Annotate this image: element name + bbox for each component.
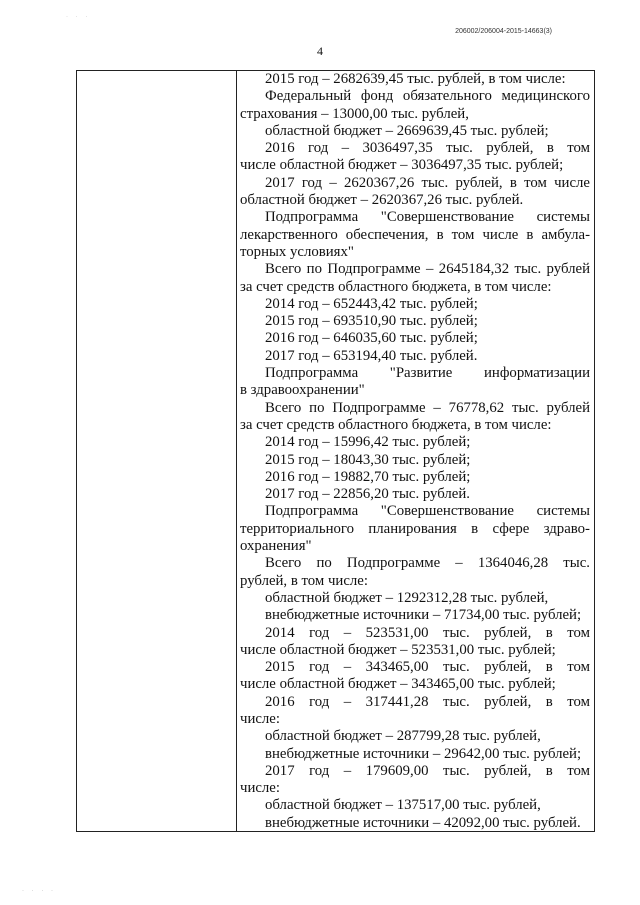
page-number: 4 bbox=[317, 44, 323, 58]
text-line: 2014 год – 523531,00 тыс. рублей, в том bbox=[265, 624, 590, 641]
text-line: 2016 год – 3036497,35 тыс. рублей, в том bbox=[265, 140, 590, 157]
text-line: Подпрограмма "Совершенствование системы bbox=[265, 503, 590, 520]
text-line: торных условиях" bbox=[240, 243, 354, 260]
text-line: 2015 год – 693510,90 тыс. рублей; bbox=[265, 313, 478, 330]
text-line: 2016 год – 19882,70 тыс. рублей; bbox=[265, 468, 471, 485]
text-line: 2017 год – 2620367,26 тыс. рублей, в том числе bbox=[265, 174, 590, 191]
document-number: 206002/206004-2015-14663(3) bbox=[455, 28, 552, 35]
text-line: внебюджетные источники – 71734,00 тыс. рублей; bbox=[265, 607, 582, 624]
text-line: страхования – 13000,00 тыс. рублей, bbox=[240, 105, 469, 122]
text-line: областной бюджет – 2669639,45 тыс. рублей; bbox=[265, 122, 549, 139]
text-line: Федеральный фонд обязательного медицинского bbox=[265, 88, 590, 105]
text-line: Подпрограмма "Развитие информатизации bbox=[265, 365, 590, 382]
table-left-column bbox=[77, 71, 237, 831]
text-line: числе: bbox=[240, 780, 280, 797]
text-line: числе: bbox=[240, 710, 280, 727]
text-line: рублей, в том числе: bbox=[240, 572, 368, 589]
text-line: 2017 год – 22856,20 тыс. рублей. bbox=[265, 486, 470, 503]
text-line: областной бюджет – 287799,28 тыс. рублей, bbox=[265, 728, 541, 745]
table-right-column bbox=[237, 71, 594, 831]
text-line: областной бюджет – 1292312,28 тыс. рублей, bbox=[265, 589, 549, 606]
text-line: числе областной бюджет – 3036497,35 тыс. рублей; bbox=[240, 157, 564, 174]
text-line: Всего по Подпрограмме – 2645184,32 тыс. рублей bbox=[265, 261, 590, 278]
text-line: числе областной бюджет – 523531,00 тыс. рублей; bbox=[240, 641, 556, 658]
scan-artifact: · · · bbox=[66, 14, 91, 20]
text-line: 2014 год – 15996,42 тыс. рублей; bbox=[265, 434, 471, 451]
text-line: числе областной бюджет – 343465,00 тыс. рублей; bbox=[240, 676, 556, 693]
text-line: 2017 год – 179609,00 тыс. рублей, в том bbox=[265, 762, 590, 779]
text-line: за счет средств областного бюджета, в том числе: bbox=[240, 416, 552, 433]
text-line: 2015 год – 2682639,45 тыс. рублей, в том числе: bbox=[265, 71, 566, 87]
text-line: внебюджетные источники – 29642,00 тыс. рублей; bbox=[265, 745, 582, 762]
text-line: 2014 год – 652443,42 тыс. рублей; bbox=[265, 295, 478, 312]
text-line: 2017 год – 653194,40 тыс. рублей. bbox=[265, 347, 478, 364]
text-line: территориального планирования в сфере здраво- bbox=[240, 520, 590, 537]
scan-artifact: · · · · bbox=[22, 888, 56, 894]
text-line: областной бюджет – 2620367,26 тыс. рублей. bbox=[240, 192, 524, 209]
text-line: Всего по Подпрограмме – 76778,62 тыс. рублей bbox=[265, 399, 590, 416]
text-line: в здравоохранении" bbox=[240, 382, 365, 399]
budget-table bbox=[76, 70, 595, 832]
text-line: 2015 год – 18043,30 тыс. рублей; bbox=[265, 451, 471, 468]
text-line: Подпрограмма "Совершенствование системы bbox=[265, 209, 590, 226]
text-line: лекарственного обеспечения, в том числе в амбула- bbox=[240, 226, 590, 243]
text-line: 2016 год – 317441,28 тыс. рублей, в том bbox=[265, 693, 590, 710]
text-line: Всего по Подпрограмме – 1364046,28 тыс. bbox=[265, 555, 590, 572]
text-line: 2016 год – 646035,60 тыс. рублей; bbox=[265, 330, 478, 347]
text-line: за счет средств областного бюджета, в том числе: bbox=[240, 278, 552, 295]
text-line: 2015 год – 343465,00 тыс. рублей, в том bbox=[265, 659, 590, 676]
text-line: охранения" bbox=[240, 538, 312, 555]
text-line: областной бюджет – 137517,00 тыс. рублей, bbox=[265, 797, 541, 814]
text-line: внебюджетные источники – 42092,00 тыс. рублей. bbox=[265, 814, 581, 831]
